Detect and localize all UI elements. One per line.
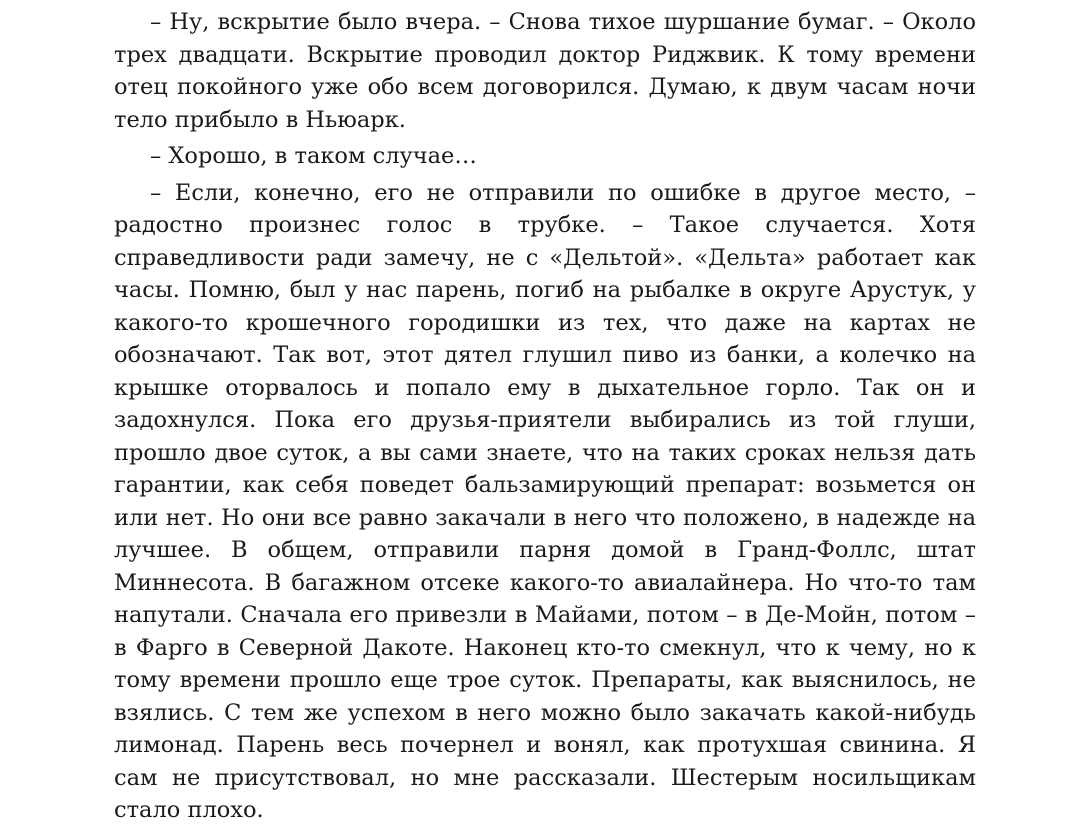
paragraph-1: – Ну, вскрытие было вчера. – Снова тихое шуршание бумаг. – Около трех двадцати. Вскрытие проводил доктор Риджвик. К тому времени отец покойного уже обо всем договорился. Думаю, к двум часам ночи тело прибыло в Ньюарк. — [114, 9, 976, 133]
paragraph-3: – Если, конечно, его не отправили по ошибке в другое место, – радостно произнес голос в трубке. – Такое случается. Хотя справедливости ради замечу, не с «Дельтой». «Дельта» работает как часы. Помню, был у нас парень, погиб на рыбалке в округе Арустук, у какого-то крошечного городишки из тех, что даже на картах не обозначают. Так вот, этот дятел глушил пиво из банки, а колечко на крышке оторвалось и попало ему в дыхательное горло. Так он и задохнулся. Пока его друзья-приятели выбирались из той глуши, прошло двое суток, а вы сами знаете, что на таких сроках нельзя дать гарантии, как себя поведет бальзамирующий препарат: возьмется он или нет. Но они все равно закачали в него что положено, в надежде на лучшее. В общем, отправили парня домой в Гранд-Фоллс, штат Миннесота. В багажном отсеке какого-то авиалайнера. Но что-то там напутали. Сначала его привезли в Майами, потом – в Де-Мойн, потом – в Фарго в Северной Дакоте. Наконец кто-то смекнул, что к чему, но к тому времени прошло еще трое суток. Препараты, как выяснилось, не взялись. С тем же успехом в него можно было закачать какой-нибудь лимонад. Парень весь почернел и вонял, как протухшая свинина. Я сам не присутствовал, но мне рассказали. Шестерым носильщикам стало плохо. — [114, 179, 976, 823]
book-page-text — [114, 6, 976, 827]
paragraph-2: – Хорошо, в таком случае… — [150, 143, 477, 169]
